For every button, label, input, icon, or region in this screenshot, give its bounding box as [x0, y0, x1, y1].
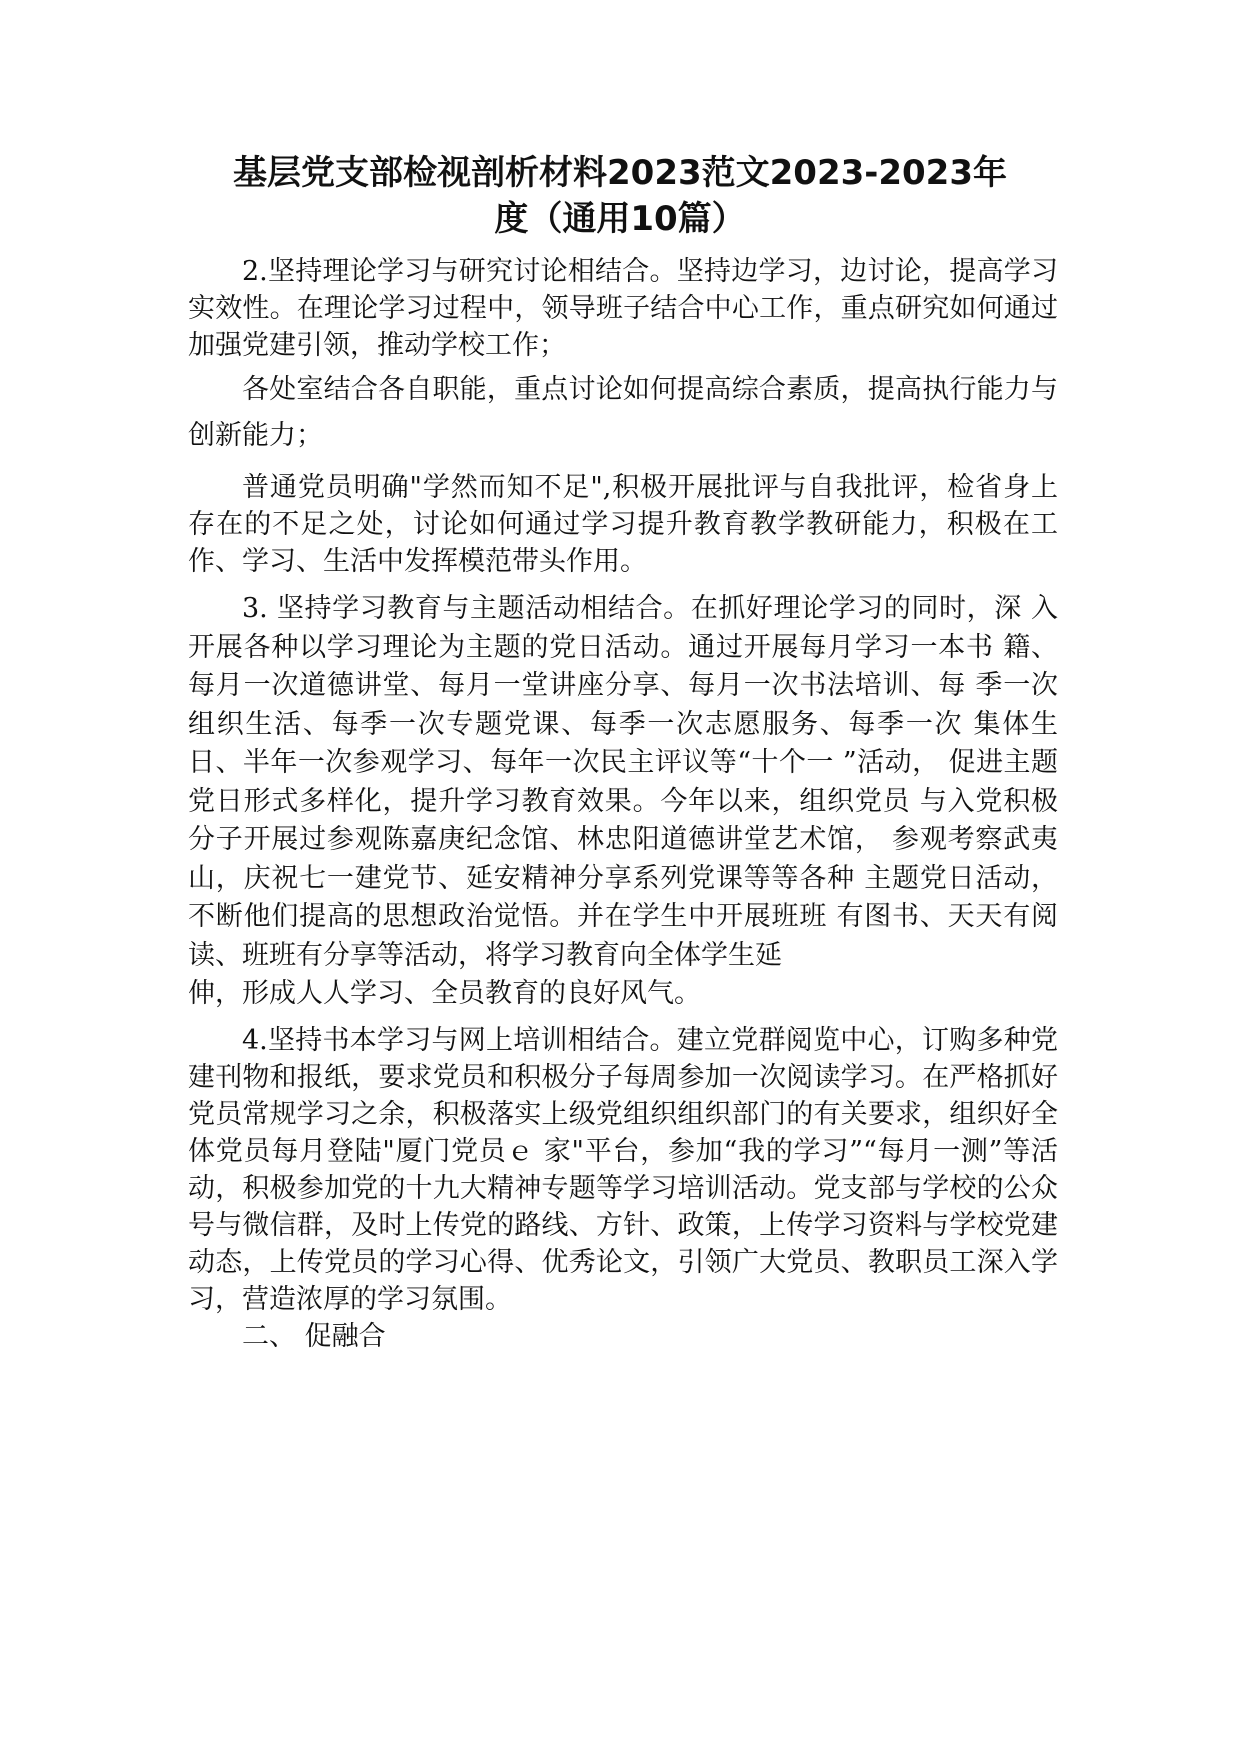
paragraph-departments: 各处室结合各自职能，重点讨论如何提高综合素质，提高执行能力与创新能力； — [188, 374, 1058, 451]
title-line-2: 度（通用10篇） — [494, 199, 746, 239]
title-line-1: 基层党支部检视剖析材料2023范文2023-2023年 — [233, 153, 1007, 193]
paragraph-item-2: 2.坚持理论学习与研究讨论相结合。坚持边学习，边讨论，提高学习实效性。在理论学习过程中，领导班子结合中心工作，重点研究如何通过加强党建引领，推动学校工作； — [188, 256, 1058, 361]
document-body — [188, 253, 1058, 1355]
paragraph-item-3: 3. 坚持学习教育与主题活动相结合。在抓好理论学习的同时，深 入开展各种以学习理论为主题的党日活动。通过开展每月学习一本书 籍、每月一次道德讲堂、每月一堂讲座分享、每月一次书法培训、每 季一次组织生活、每季一次专题党课、每季一次志愿服务、每季一次 集体生日、半年一次参观学习、每年一次民主评议等“十个一 ”活动， 促进主题党日形式多样化，提升学习教育效果。今年以来，组织党员 与入党积极分子开展过参观陈嘉庚纪念馆、林忠阳道德讲堂艺术馆， 参观考察武夷山，庆祝七一建党节、延安精神分享系列党课等等各种 主题党日活动，不断他们提高的思想政治觉悟。并在学生中开展班班 有图书、天天有阅读、班班有分享等活动，将学习教育向全体学生延 — [188, 593, 1058, 971]
paragraph-members: 普通党员明确"学然而知不足",积极开展批评与自我批评，检省身上存在的不足之处，讨论如何通过学习提升教育教学教研能力，积极在工作、学习、生活中发挥模范带头作用。 — [188, 472, 1058, 577]
paragraph-item-3-continued: 伸，形成人人学习、全员教育的良好风气。 — [188, 978, 701, 1009]
section-heading-promote-integration: 二、 促融合 — [242, 1321, 386, 1352]
paragraph-item-4: 4.坚持书本学习与网上培训相结合。建立党群阅览中心，订购多种党建刊物和报纸，要求党员和积极分子每周参加一次阅读学习。在严格抓好党员常规学习之余，积极落实上级党组织组织部门的有关要求，组织好全体党员每月登陆"厦门党员ｅ 家"平台，参加“我的学习”“每月一测”等活动，积极参加党的十九大精神专题等学习培训活动。党支部与学校的公众号与微信群，及时上传党的路线、方针、政策，上传学习资料与学校党建动态，上传党员的学习心得、优秀论文，引领广大党员、教职员工深入学习，营造浓厚的学习氛围。 — [188, 1025, 1058, 1315]
document-title — [200, 150, 1040, 242]
